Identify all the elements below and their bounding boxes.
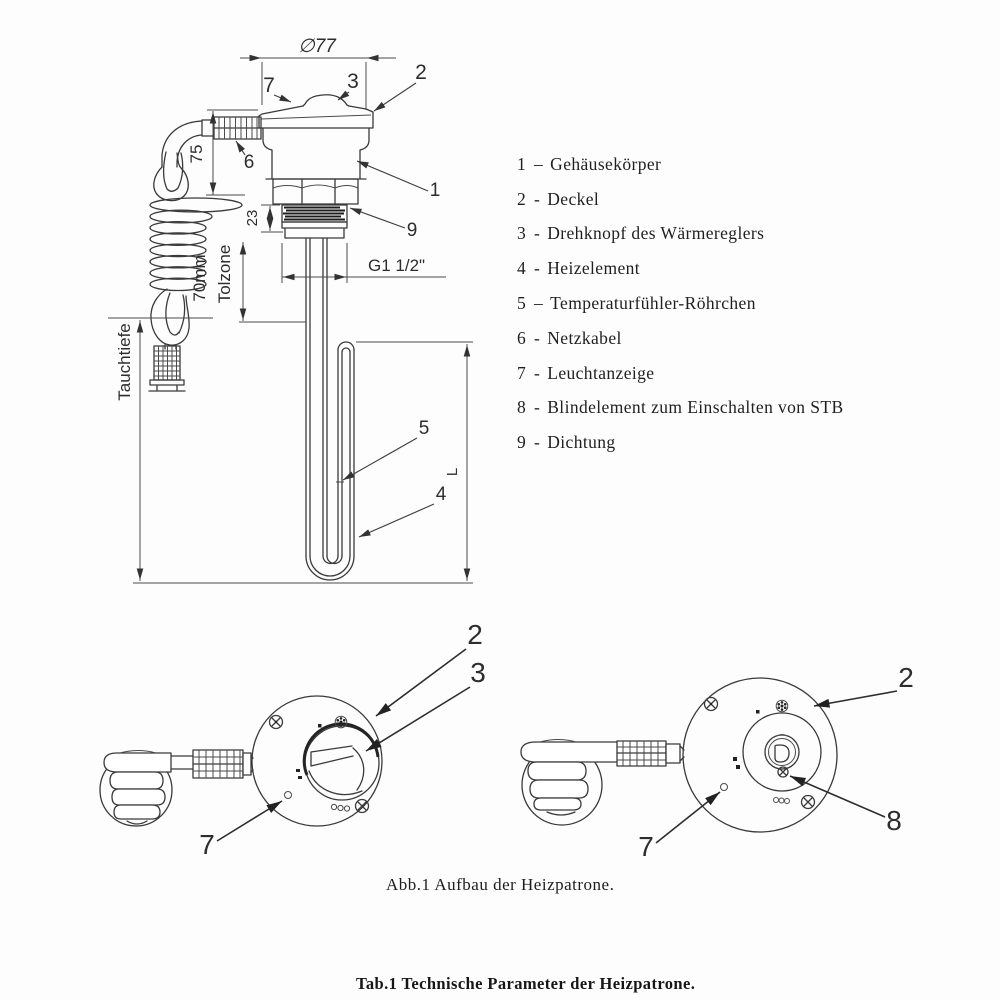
legend-dash: -: [534, 432, 541, 453]
legend-label: Gehäusekörper: [550, 153, 662, 174]
legend-label: Dichtung: [547, 432, 616, 453]
legend-item-6: [517, 321, 844, 356]
legend-item-9: [517, 425, 844, 460]
callout-1: 1: [429, 180, 441, 201]
cable-gland: [202, 117, 261, 139]
dim-23-label: 23: [244, 209, 261, 227]
legend-dash: -: [534, 397, 541, 418]
legend-label: Heizelement: [547, 258, 641, 279]
callout-9: 9: [406, 220, 418, 241]
vent-hole: [774, 798, 779, 803]
callout-4: 4: [435, 484, 447, 505]
thread-size-label: G1 1/2": [368, 256, 426, 275]
scale-mark: [733, 757, 737, 761]
legend-item-4: [517, 251, 844, 286]
legend-item-2: [517, 182, 844, 217]
regulator-shaft: [765, 735, 799, 778]
legend-item-1: [517, 147, 844, 182]
housing-head: [259, 95, 373, 179]
cover-circle: [683, 678, 837, 832]
legend-number: 4: [517, 258, 527, 279]
vent-hole: [785, 799, 790, 804]
callout-6: 6: [243, 152, 255, 173]
legend-dash: –: [534, 153, 544, 174]
scale-mark: [298, 776, 302, 779]
legend-label: Temperaturfühler-Röhrchen: [550, 293, 756, 314]
callout-3: 3: [347, 70, 359, 93]
dimension-deadzone: [190, 242, 306, 322]
callout-7: 7: [638, 831, 654, 862]
legend-dash: –: [534, 293, 544, 314]
legend-number: 5: [517, 293, 527, 314]
scale-mark: [296, 769, 300, 772]
length-label: L: [444, 467, 461, 477]
callout-5: 5: [418, 418, 430, 439]
table-caption: Tab.1 Technische Parameter der Heizpatrone.: [356, 974, 696, 993]
cover-details-right: [705, 698, 815, 809]
vent-hole: [779, 798, 784, 803]
thread-seal: [282, 205, 347, 238]
gland-right-view: [617, 741, 684, 766]
legend-number: 8: [517, 397, 527, 418]
vent-hole: [338, 805, 343, 810]
legend-label: Blindelement zum Einschalten von STB: [547, 397, 844, 418]
screw-icon: [270, 716, 283, 729]
legend-dash: -: [534, 362, 541, 383]
screw-icon: [356, 800, 369, 813]
legend-number: 2: [517, 188, 527, 209]
legend-dash: -: [534, 223, 541, 244]
callout-3: 3: [470, 657, 486, 688]
callout-7: 7: [199, 829, 215, 860]
dim-75-label: 75: [187, 144, 206, 164]
legend-item-7: [517, 356, 844, 391]
legend-label: Netzkabel: [547, 327, 622, 348]
gland-left-view: [193, 750, 253, 778]
dim-diameter-label: ∅77: [298, 36, 336, 57]
front-view-without-knob: [521, 662, 914, 862]
legend-number: 6: [517, 327, 527, 348]
legend-label: Drehknopf des Wärmereglers: [547, 223, 765, 244]
callout-7: 7: [263, 74, 275, 97]
mains-plug: [149, 345, 185, 391]
parts-legend: [517, 147, 844, 460]
legend-dash: -: [534, 327, 541, 348]
cable-hook-upper: [154, 153, 189, 201]
dimension-23: [244, 205, 283, 232]
asterisk-mark-icon: [335, 716, 347, 728]
screw-icon: [802, 796, 815, 809]
callout-2: 2: [415, 61, 427, 84]
indicator-lamp: [721, 784, 728, 791]
knob-recess: [743, 713, 821, 791]
figure-caption: Abb.1 Aufbau der Heizpatrone.: [386, 875, 615, 894]
screw-icon: [705, 698, 718, 711]
asterisk-mark-icon: [776, 700, 788, 712]
legend-number: 9: [517, 432, 527, 453]
vent-hole: [344, 806, 349, 811]
heating-element-tube: [306, 238, 354, 580]
deadzone-value: 70mm: [190, 254, 209, 302]
legend-number: 3: [517, 223, 527, 244]
scale-mark: [736, 765, 740, 769]
plug-left-view: [100, 751, 193, 827]
legend-dash: -: [534, 258, 541, 279]
legend-label: Leuchtanzeige: [547, 362, 655, 383]
plug-right-view: [521, 740, 620, 826]
hex-nut: [273, 179, 358, 204]
dimension-immersion-depth: [108, 318, 213, 581]
dimension-diameter-77: [240, 36, 396, 110]
vent-hole: [331, 804, 336, 809]
legend-number: 1: [517, 153, 527, 174]
legend-dash: -: [534, 188, 541, 209]
thermostat-knob-face: [304, 724, 379, 800]
index-dot: [318, 724, 322, 728]
front-view-with-knob: [100, 619, 486, 860]
legend-label: Deckel: [547, 188, 600, 209]
main-sectional-view: [108, 36, 473, 583]
legend-number: 7: [517, 362, 527, 383]
deadzone-word: Tolzone: [215, 244, 234, 304]
immersion-depth-label: Tauchtiefe: [115, 323, 134, 401]
legend-item-8: [517, 391, 844, 426]
dimension-length-L: [356, 342, 473, 581]
callout-2: 2: [467, 619, 483, 650]
callout-2: 2: [898, 662, 914, 693]
callout-8: 8: [886, 805, 902, 836]
indicator-lamp: [285, 792, 292, 799]
index-dot: [756, 710, 760, 714]
legend-item-5: [517, 286, 844, 321]
legend-item-3: [517, 217, 844, 252]
callouts-left-view: [199, 619, 486, 860]
